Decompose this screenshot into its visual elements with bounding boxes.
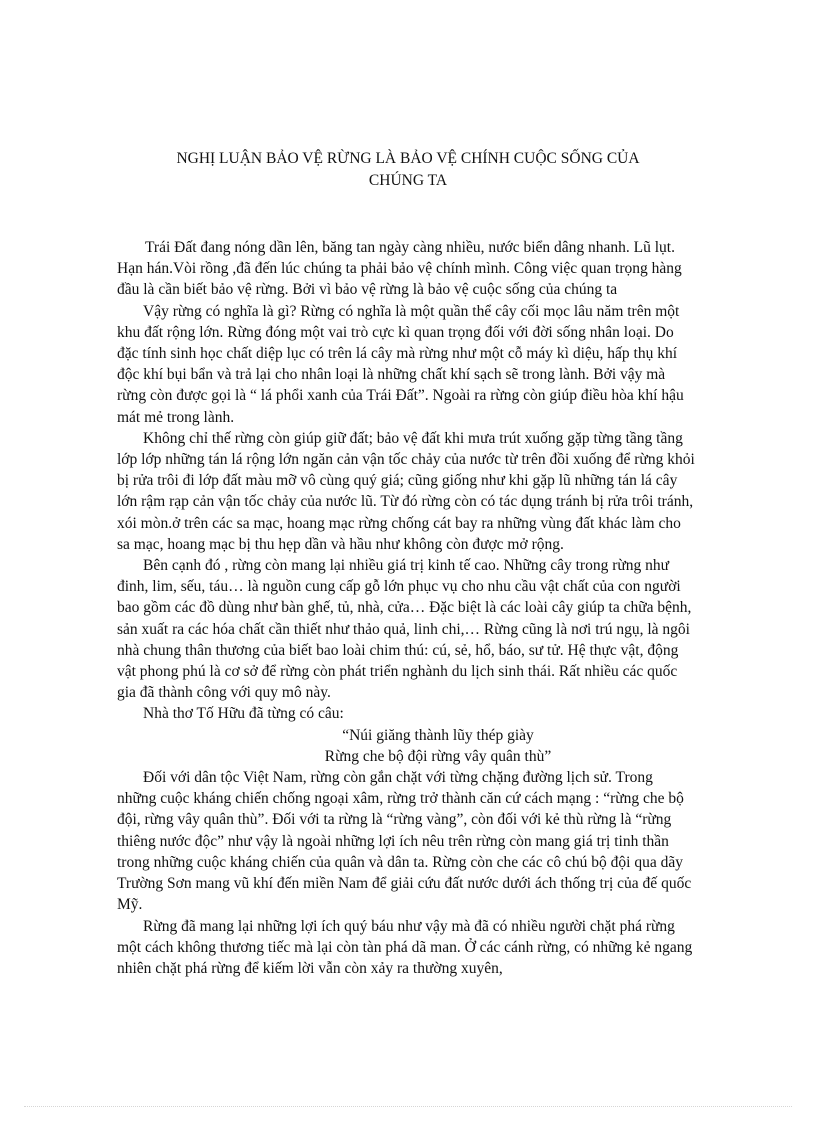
paragraph-poet-intro: Nhà thơ Tố Hữu đã từng có câu: [143, 705, 344, 723]
title-line-1: NGHỊ LUẬN BẢO VỆ RỪNG LÀ BẢO VỆ CHÍNH CUỘC SỐNG CỦA [176, 150, 640, 167]
verse-line-2: Rừng che bộ đội rừng vây quân thù” [324, 747, 552, 765]
title-line-2: CHÚNG TA [368, 172, 448, 189]
document-title [100, 148, 716, 192]
paragraph-deforestation: Rừng đã mang lại những lợi ích quý báu như vậy mà đã có nhiều người chặt phá rừng một cách không thương tiếc mà lại còn tàn phá dã man. Ở các cánh rừng, có những kẻ ngang nhiên chặt phá rừng để kiếm lời vẫn còn xảy ra thường xuyên, [117, 917, 693, 977]
document-body [117, 237, 695, 979]
paragraph-economic-value: Bên cạnh đó , rừng còn mang lại nhiều giá trị kinh tế cao. Những cây trong rừng như đinh, lim, sếu, táu… là nguồn cung cấp gỗ lớn phục vụ cho nhu cầu vật chất của con người bao gồm các đồ dùng như bàn ghế, tủ, nhà, cửa… Đặc biệt là các loài cây giúp ta chữa bệnh, sản xuất ra các hóa chất cần thiết như thảo quả, linh chi,… Rừng cũng là nơi trú ngụ, là ngôi nhà chung thân thương của biết bao loài chim thú: cú, sẻ, hổ, báo, sư tử. Hệ thực vật, động vật phong phú là cơ sở để rừng còn phát triển nghành du lịch sinh thái. Rất nhiều các quốc gia đã thành công với quy mô này. [117, 557, 692, 702]
paragraph-soil-protection: Không chỉ thế rừng còn giúp giữ đất; bảo vệ đất khi mưa trút xuống gặp từng tầng tầng lớp lớp những tán lá rộng lớn ngăn cản vận tốc chảy của nước từ trên đồi xuống để rừng khỏi bị rửa trôi đi lớp đất màu mỡ vô cùng quý giá; cũng giống như khi gặp lũ những tán lá cây lớn rậm rạp cản vận tốc chảy của nước lũ. Từ đó rừng còn có tác dụng tránh bị rửa trôi tránh, xói mòn.ở trên các sa mạc, hoang mạc rừng chống cát bay ra những vùng đất khác làm cho sa mạc, hoang mạc bị thu hẹp dần và hầu như không còn được mở rộng. [117, 429, 695, 553]
paragraph-intro: Trái Đất đang nóng dần lên, băng tan ngày càng nhiều, nước biển dâng nhanh. Lũ lụt. Hạn hán.Vòi rồng ,đã đến lúc chúng ta phải bảo vệ chính mình. Công việc quan trọng hàng đầu là cần biết bảo vệ rừng. Bởi vì bảo vệ rừng là bảo vệ cuộc sống của chúng ta [117, 239, 682, 299]
paragraph-history: Đối với dân tộc Việt Nam, rừng còn gắn chặt với từng chặng đường lịch sử. Trong những cuộc kháng chiến chống ngoại xâm, rừng trở thành căn cứ cách mạng : “rừng che bộ đội, rừng vây quân thù”. Đối với ta rừng là “rừng vàng”, còn đối với kẻ thù rừng là “rừng thiêng nước độc” như vậy là ngoài những lợi ích nêu trên rừng còn mang giá trị tinh thần trong những cuộc kháng chiến của quân và dân ta. Rừng còn che các cô chú bộ đội qua dãy Trường Sơn mang vũ khí đến miền Nam để giải cứu đất nước dưới ách thống trị của đế quốc Mỹ. [117, 769, 692, 914]
paragraph-definition: Vậy rừng có nghĩa là gì? Rừng có nghĩa là một quần thể cây cối mọc lâu năm trên một khu đất rộng lớn. Rừng đóng một vai trò cực kì quan trọng đối với đời sống nhân loại. Do đặc tính sinh học chất diệp lục có trên lá cây mà rừng như một cỗ máy kì diệu, hấp thụ khí độc khí bụi bẩn và trả lại cho nhân loại là những chất khí sạch sẽ trong lành. Bởi vậy mà rừng còn được gọi là “ lá phổi xanh của Trái Đất”. Ngoài ra rừng còn giúp điều hòa khí hậu mát mẻ trong lành. [117, 302, 684, 426]
verse-line-1: “Núi giăng thành lũy thép giày [342, 726, 534, 744]
page-bottom-divider [24, 1106, 792, 1107]
